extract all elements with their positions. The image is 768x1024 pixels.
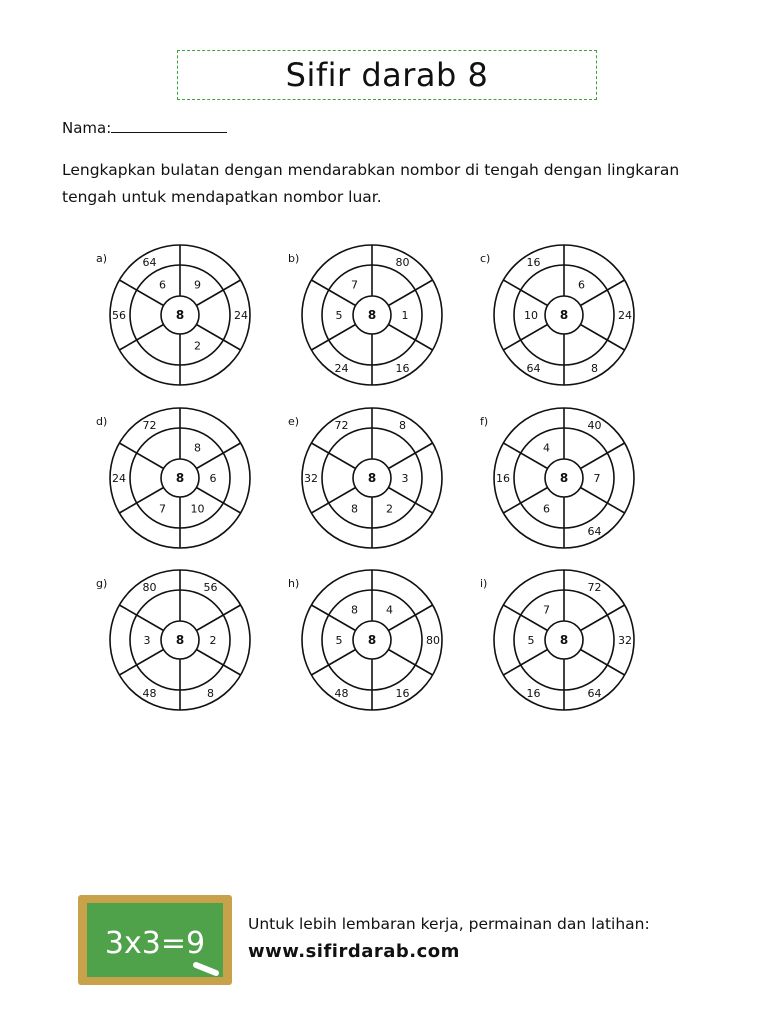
wheel-g bbox=[96, 570, 250, 710]
wheel-a bbox=[96, 245, 250, 385]
center-number: 8 bbox=[175, 633, 185, 647]
middle-number: 2 bbox=[386, 502, 393, 516]
middle-number: 8 bbox=[194, 441, 201, 455]
middle-number: 1 bbox=[401, 309, 409, 322]
center-number: 8 bbox=[367, 633, 377, 647]
center-number: 8 bbox=[559, 471, 569, 485]
chalkboard-logo bbox=[78, 895, 232, 985]
middle-number: 2 bbox=[194, 339, 201, 353]
outer-number: 8 bbox=[591, 361, 598, 375]
outer-number: 56 bbox=[203, 581, 218, 595]
outer-number: 64 bbox=[587, 686, 602, 700]
middle-number: 3 bbox=[401, 472, 409, 485]
wheel-f bbox=[480, 408, 634, 548]
exercise-label: d) bbox=[96, 415, 108, 428]
center-number: 8 bbox=[559, 633, 569, 647]
outer-number: 64 bbox=[526, 361, 541, 375]
wheel-c bbox=[480, 245, 634, 385]
center-number: 8 bbox=[175, 308, 185, 322]
wheel-b bbox=[288, 245, 442, 385]
wheel-d bbox=[96, 408, 250, 548]
middle-number: 4 bbox=[386, 603, 393, 617]
outer-number: 72 bbox=[142, 419, 157, 433]
outer-number: 16 bbox=[526, 686, 541, 700]
middle-number: 5 bbox=[527, 634, 535, 647]
outer-number: 24 bbox=[618, 309, 632, 322]
middle-number: 5 bbox=[335, 634, 343, 647]
outer-number: 64 bbox=[142, 256, 157, 270]
name-label: Nama: bbox=[62, 119, 112, 137]
exercise-label: c) bbox=[480, 252, 491, 265]
outer-number: 80 bbox=[426, 634, 440, 647]
middle-number: 7 bbox=[159, 502, 166, 516]
exercise-label: b) bbox=[288, 252, 300, 265]
outer-number: 32 bbox=[304, 472, 318, 485]
outer-number: 80 bbox=[395, 256, 410, 270]
outer-number: 24 bbox=[112, 472, 126, 485]
middle-number: 4 bbox=[543, 441, 550, 455]
outer-number: 80 bbox=[142, 581, 157, 595]
center-number: 8 bbox=[559, 308, 569, 322]
exercise-label: e) bbox=[288, 415, 300, 428]
outer-number: 32 bbox=[618, 634, 632, 647]
middle-number: 8 bbox=[351, 603, 358, 617]
middle-number: 8 bbox=[351, 502, 358, 516]
outer-number: 16 bbox=[526, 256, 541, 270]
outer-number: 48 bbox=[142, 686, 157, 700]
middle-number: 7 bbox=[593, 472, 601, 485]
middle-number: 6 bbox=[543, 502, 550, 516]
wheel-h bbox=[288, 570, 442, 710]
center-number: 8 bbox=[175, 471, 185, 485]
middle-number: 7 bbox=[543, 603, 550, 617]
middle-number: 2 bbox=[209, 634, 217, 647]
outer-number: 40 bbox=[587, 419, 602, 433]
middle-number: 6 bbox=[209, 472, 217, 485]
exercise-label: a) bbox=[96, 252, 108, 265]
outer-number: 72 bbox=[587, 581, 602, 595]
middle-number: 10 bbox=[524, 309, 538, 322]
outer-number: 72 bbox=[334, 419, 349, 433]
outer-number: 16 bbox=[395, 686, 410, 700]
outer-number: 8 bbox=[207, 686, 214, 700]
middle-number: 5 bbox=[335, 309, 343, 322]
page-title: Sifir darab 8 bbox=[285, 56, 489, 94]
middle-number: 9 bbox=[194, 278, 201, 292]
outer-number: 24 bbox=[234, 309, 248, 322]
middle-number: 3 bbox=[143, 634, 151, 647]
outer-number: 24 bbox=[334, 361, 349, 375]
exercise-label: i) bbox=[480, 577, 488, 590]
wheel-i bbox=[480, 570, 634, 710]
exercise-label: f) bbox=[480, 415, 489, 428]
middle-number: 10 bbox=[190, 502, 205, 516]
outer-number: 48 bbox=[334, 686, 349, 700]
middle-number: 6 bbox=[578, 278, 585, 292]
middle-number: 6 bbox=[159, 278, 166, 292]
outer-number: 16 bbox=[395, 361, 410, 375]
outer-number: 16 bbox=[496, 472, 510, 485]
footer-url[interactable]: www.sifirdarab.com bbox=[248, 941, 460, 962]
wheel-e bbox=[288, 408, 442, 548]
exercise-label: h) bbox=[288, 577, 300, 590]
center-number: 8 bbox=[367, 471, 377, 485]
exercise-label: g) bbox=[96, 577, 108, 590]
outer-number: 64 bbox=[587, 524, 602, 538]
outer-number: 56 bbox=[112, 309, 126, 322]
middle-number: 7 bbox=[351, 278, 358, 292]
outer-number: 8 bbox=[399, 419, 406, 433]
footer-text: Untuk lebih lembaran kerja, permainan dan latihan: bbox=[248, 915, 650, 933]
center-number: 8 bbox=[367, 308, 377, 322]
chalkboard-equation: 3x3=9 bbox=[104, 926, 206, 961]
instructions: Lengkapkan bulatan dengan mendarabkan nombor di tengah dengan lingkaran tengah untuk mendapatkan nombor luar. bbox=[62, 161, 680, 206]
